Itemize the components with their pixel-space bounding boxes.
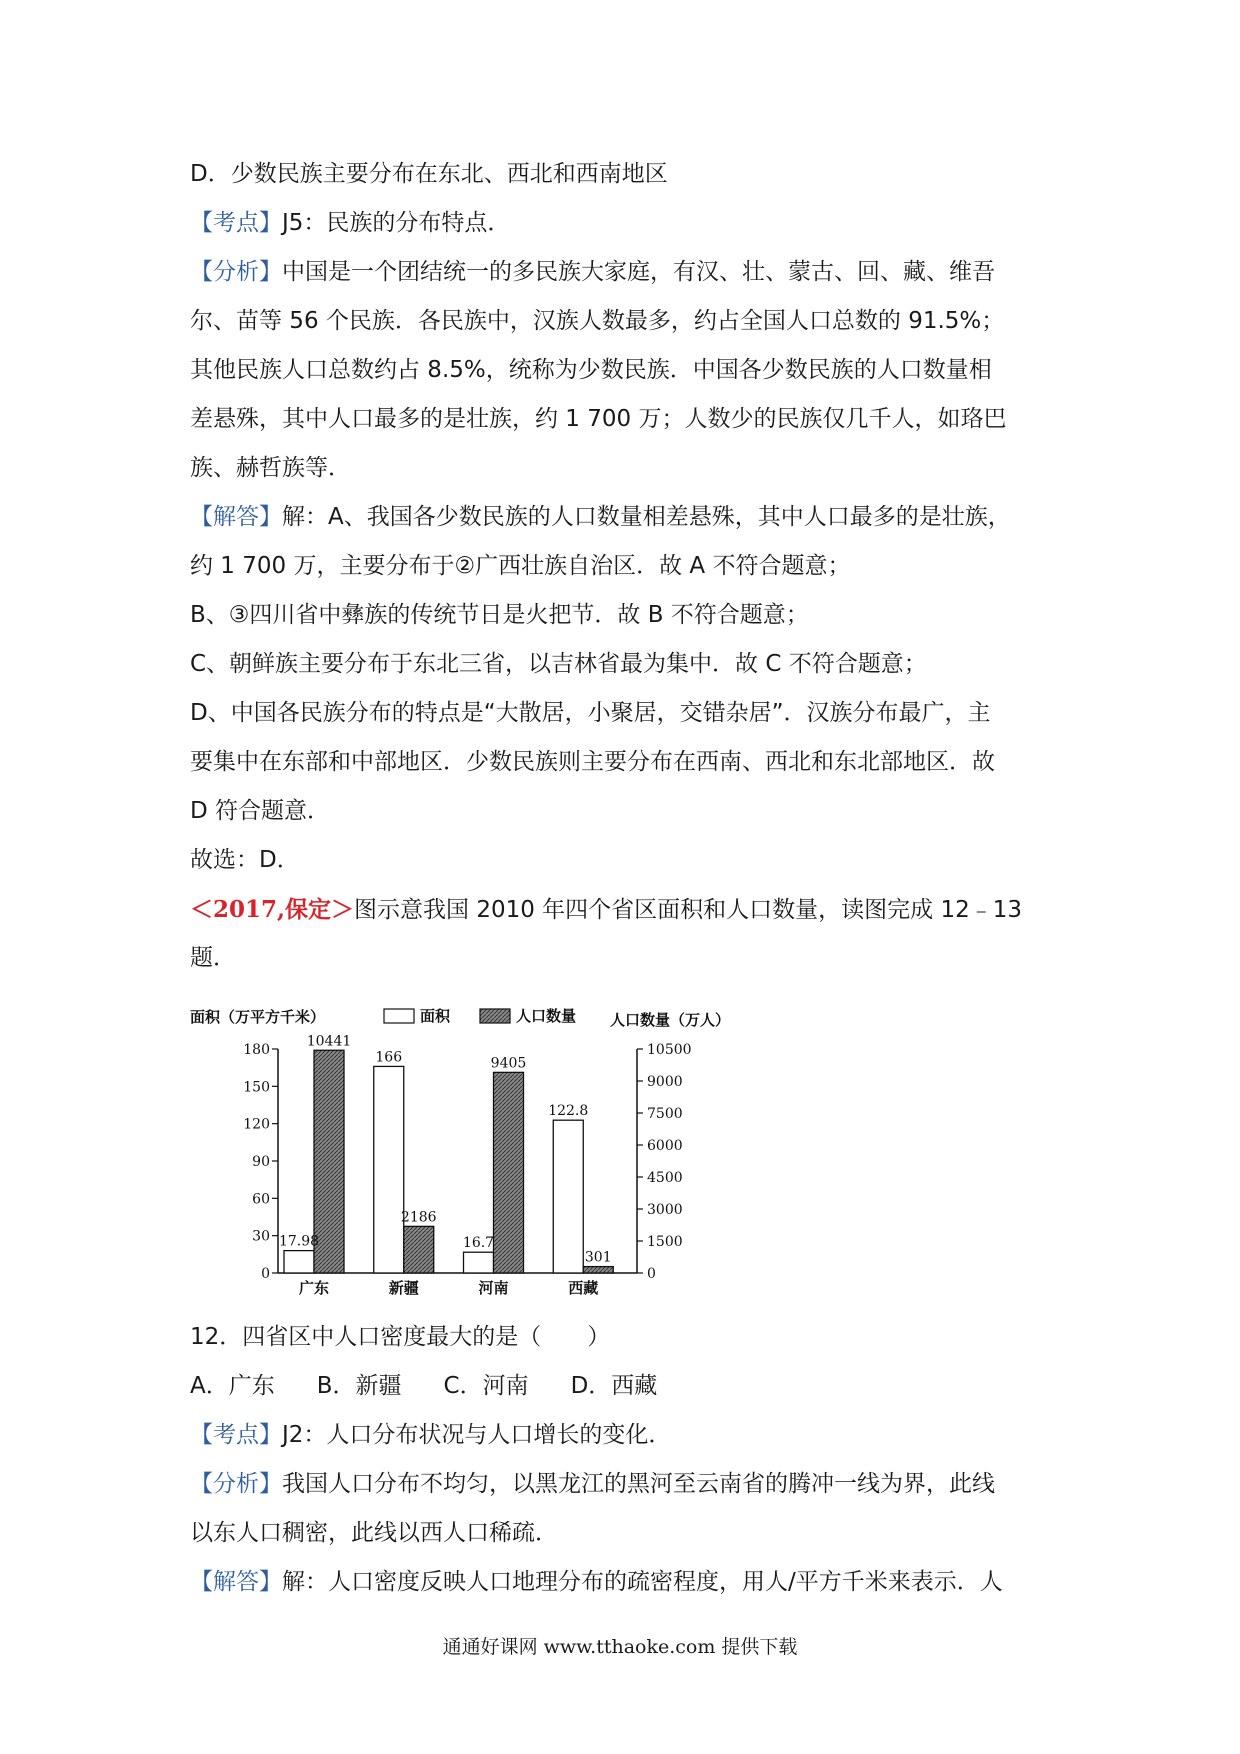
bar-area-label-3: 122.8	[548, 1103, 589, 1120]
jieda-line-3: B、③四川省中彝族的传统节日是火把节．故 B 不符合题意；	[190, 602, 809, 628]
legend-label-population: 人口数量	[516, 1007, 577, 1025]
option-a: A．广东	[190, 1373, 275, 1399]
option-d-line: D．少数民族主要分布在东北、西北和西南地区	[190, 161, 668, 187]
answer-block	[190, 150, 1070, 983]
bar-area-label-0: 17.98	[278, 1233, 320, 1250]
bar-population-label-0: 10441	[306, 1033, 352, 1050]
fenxi-text-1: 中国是一个团结统一的多民族大家庭，有汉、壮、蒙古、回、藏、维吾	[282, 259, 995, 285]
area-population-chart	[190, 990, 750, 1300]
category-label-3: 西藏	[568, 1279, 599, 1297]
right-axis-title: 人口数量（万人）	[610, 1011, 731, 1029]
left-tick-label: 150	[243, 1079, 270, 1096]
jieda-line-7: D 符合题意．	[190, 798, 331, 824]
bar-population-1	[404, 1226, 434, 1273]
left-tick-label: 120	[243, 1116, 270, 1133]
question-12-block	[190, 1313, 1070, 1607]
bar-area-label-2: 16.7	[462, 1235, 495, 1252]
question-intro-line-1	[190, 885, 1070, 934]
fenxi-line-5: 族、赫哲族等．	[190, 455, 351, 481]
answer-choice: 故选：D．	[190, 847, 300, 873]
kaodian2-line	[190, 1411, 1070, 1460]
right-tick-label: 1500	[647, 1234, 683, 1250]
right-tick-label: 0	[647, 1266, 656, 1282]
category-label-0: 广东	[298, 1279, 330, 1297]
jieda2-label: 【解答】	[190, 1569, 282, 1595]
fenxi2-label: 【分析】	[190, 1471, 282, 1497]
jieda-label: 【解答】	[190, 504, 282, 530]
left-tick-label: 30	[252, 1228, 270, 1245]
jieda2-text-1: 解：人口密度反映人口地理分布的疏密程度，用人/平方千米来表示．人	[282, 1569, 1003, 1595]
question-intro-text: 图示意我国 2010 年四个省区面积和人口数量，读图完成 12﹣13	[354, 897, 1023, 923]
right-tick-label: 9000	[647, 1074, 683, 1090]
question-source: ＜2017,保定＞	[190, 896, 355, 923]
jieda2-line-1	[190, 1558, 1070, 1607]
left-axis-title: 面积（万平方千米）	[190, 1008, 326, 1026]
fenxi-label: 【分析】	[190, 259, 282, 285]
right-tick-label: 10500	[647, 1042, 692, 1058]
fenxi-line-2: 尔、苗等 56 个民族．各民族中，汉族人数最多，约占全国人口总数的 91.5%；	[190, 308, 1005, 334]
category-label-1: 新疆	[388, 1279, 419, 1297]
right-tick-label: 3000	[647, 1202, 683, 1218]
chart-svg	[190, 990, 750, 1300]
category-label-2: 河南	[478, 1279, 509, 1297]
bar-area-0	[284, 1251, 314, 1273]
option-b: B．新疆	[316, 1373, 402, 1399]
kaodian2-text: J2：人口分布状况与人口增长的变化．	[282, 1422, 672, 1448]
bar-population-2	[494, 1072, 524, 1273]
legend-swatch-area	[384, 1009, 414, 1023]
bar-area-3	[553, 1120, 583, 1273]
bar-population-label-2: 9405	[490, 1055, 527, 1072]
right-tick-label: 4500	[647, 1170, 683, 1186]
kaodian2-label: 【考点】	[190, 1422, 282, 1448]
jieda-line-1	[190, 493, 1070, 542]
bar-area-1	[374, 1066, 404, 1273]
fenxi-line-1	[190, 248, 1070, 297]
page-footer: 通通好课网 www.tthaoke.com 提供下载	[442, 1636, 798, 1658]
fenxi2-line-2: 以东人口稠密，此线以西人口稀疏．	[190, 1520, 558, 1546]
fenxi2-text-1: 我国人口分布不均匀，以黑龙江的黑河至云南省的腾冲一线为界，此线	[282, 1471, 995, 1497]
right-tick-label: 7500	[647, 1106, 683, 1122]
bar-area-label-1: 166	[375, 1049, 403, 1066]
question-intro-line-2: 题．	[190, 945, 236, 971]
left-tick-label: 180	[243, 1042, 270, 1058]
question-12-options	[190, 1362, 1070, 1411]
bar-population-label-1: 2186	[400, 1209, 437, 1226]
kaodian-line	[190, 199, 1070, 248]
right-tick-label: 6000	[647, 1138, 683, 1154]
legend-label-area: 面积	[420, 1007, 451, 1025]
jieda-line-2: 约 1 700 万，主要分布于②广西壮族自治区．故 A 不符合题意；	[190, 553, 851, 579]
kaodian-text: J5：民族的分布特点．	[282, 210, 511, 236]
bar-population-label-3: 301	[584, 1249, 612, 1266]
left-tick-label: 90	[252, 1154, 270, 1170]
kaodian-label: 【考点】	[190, 210, 282, 236]
jieda-line-6: 要集中在东部和中部地区．少数民族则主要分布在西南、西北和东北部地区．故	[190, 749, 995, 775]
left-tick-label: 0	[261, 1266, 270, 1282]
fenxi-line-3: 其他民族人口总数约占 8.5%，统称为少数民族．中国各少数民族的人口数量相	[190, 357, 992, 383]
jieda-text-1: 解：A、我国各少数民族的人口数量相差悬殊，其中人口最多的是壮族，	[282, 504, 1011, 530]
jieda-line-4: C、朝鲜族主要分布于东北三省，以吉林省最为集中．故 C 不符合题意；	[190, 651, 927, 677]
option-d: D．西藏	[570, 1373, 658, 1399]
left-tick-label: 60	[252, 1191, 270, 1208]
bar-area-2	[464, 1252, 494, 1273]
bar-population-3	[583, 1267, 613, 1273]
legend-swatch-population	[480, 1009, 510, 1023]
fenxi2-line-1	[190, 1460, 1070, 1509]
fenxi-line-4: 差悬殊，其中人口最多的是壮族，约 1 700 万；人数少的民族仅几千人，如珞巴	[190, 406, 1007, 432]
jieda-line-5: D、中国各民族分布的特点是“大散居，小聚居，交错杂居”．汉族分布最广，主	[190, 700, 991, 726]
option-c: C．河南	[443, 1373, 529, 1399]
question-12: 12．四省区中人口密度最大的是（ ）	[190, 1324, 611, 1350]
